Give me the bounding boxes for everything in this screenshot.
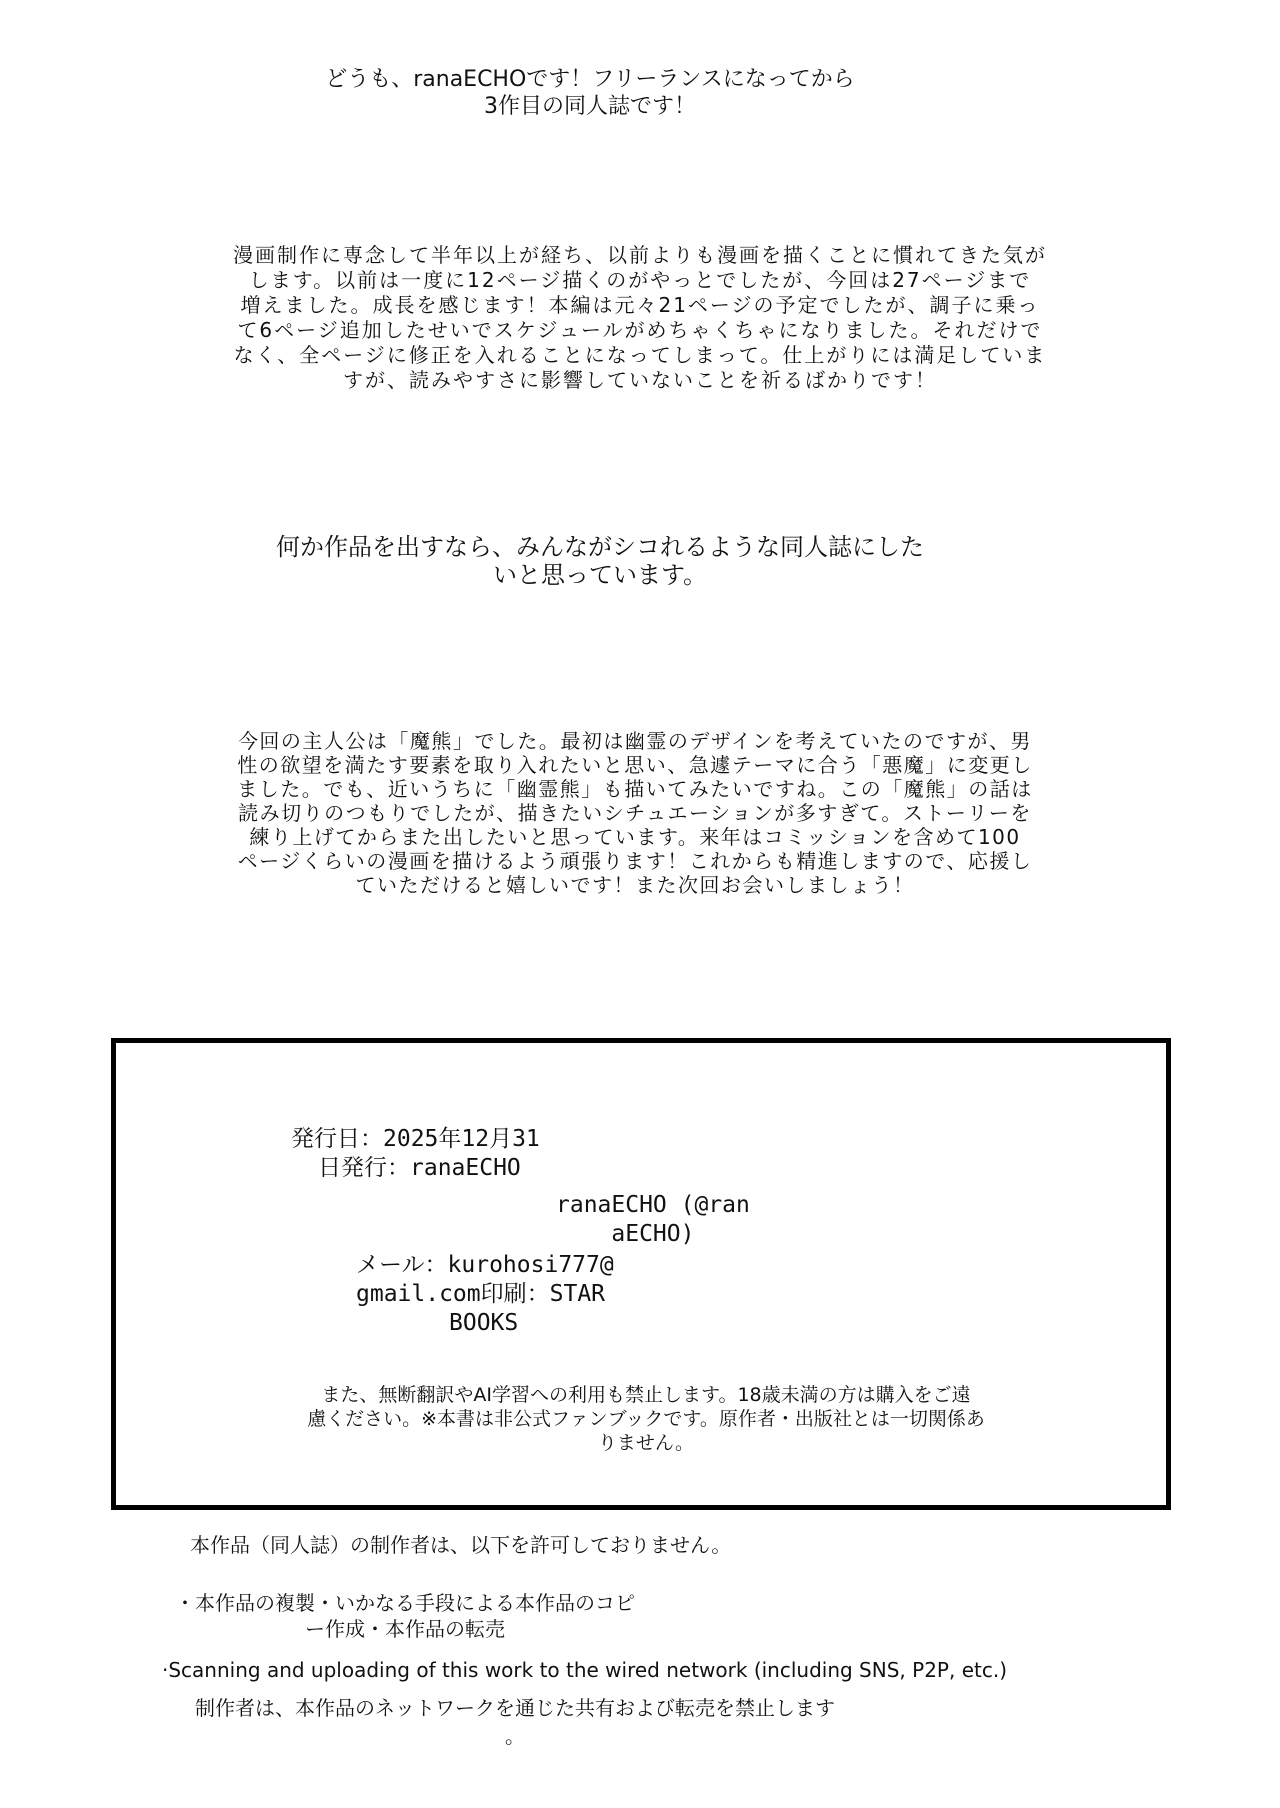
restriction-item-copying xyxy=(165,1590,645,1642)
colophon-box xyxy=(111,1038,1171,1510)
afterword-paragraph-2 xyxy=(200,729,1070,897)
intro-text xyxy=(180,66,1000,120)
author-handle xyxy=(556,1191,750,1249)
intro-line: 3作目の同人誌です！ xyxy=(484,94,696,119)
issuer-value: ：ranaECHO xyxy=(387,1155,521,1181)
paragraph-line: 今回の主人公は「魔熊」でした。最初は幽霊のデザインを考えていたのですが、男 xyxy=(237,729,1033,753)
paragraph-line: 増えました。成長を感じます！本編は元々21ページの予定でしたが、調子に乗っ xyxy=(240,293,1040,317)
wish-statement xyxy=(160,533,1040,589)
author-line: ranaECHO (@ran xyxy=(556,1192,750,1218)
usage-notice xyxy=(266,1383,1026,1455)
closing-line: 。 xyxy=(505,1724,525,1748)
print-value: ：STAR xyxy=(526,1281,606,1307)
wish-line: 何か作品を出すなら、みんながシコれるような同人誌にした xyxy=(276,533,924,561)
paragraph-line: 漫画制作に専念して半年以上が経ち、以前よりも漫画を描くことに慣れてきた気が xyxy=(233,243,1047,267)
pub-date-value: ：2025年12月31 xyxy=(360,1126,540,1152)
restriction-line: ー作成・本作品の転売 xyxy=(305,1617,505,1641)
afterword-paragraph-1 xyxy=(200,243,1080,393)
publication-date xyxy=(291,1125,540,1154)
issuer-label: 日発行 xyxy=(318,1155,387,1181)
printer-name-continued: BOOKS xyxy=(449,1310,519,1336)
notice-line: 慮ください。※本書は非公式ファンブックです。原作者・出版社とは一切関係あ xyxy=(307,1408,985,1430)
notice-line: また、無断翻訳やAI学習への利用も禁止します。18歳未満の方は購入をご遠 xyxy=(321,1384,971,1406)
wish-line: いと思っています。 xyxy=(492,561,708,589)
paragraph-line: 練り上げてからまた出したいと思っています。来年はコミッションを含めて100 xyxy=(249,825,1021,849)
mail-address xyxy=(356,1251,614,1280)
mail-domain: gmail.com xyxy=(356,1281,481,1307)
restriction-line: ・本作品の複製・いかなる手段による本作品のコピ xyxy=(175,1591,635,1615)
paragraph-line: 読み切りのつもりでしたが、描きたいシチュエーションが多すぎて。ストーリーを xyxy=(238,801,1032,825)
paragraph-line: すが、読みやすさに影響していないことを祈るばかりです！ xyxy=(343,368,937,392)
paragraph-line: なく、全ページに修正を入れることになってしまって。仕上がりには満足していま xyxy=(233,343,1047,367)
mail-label: メール xyxy=(356,1252,425,1278)
paragraph-line: ていただけると嬉しいです！また次回お会いしましょう！ xyxy=(355,873,915,897)
restriction-item-uploading: ·Scanning and uploading of this work to the wired network (including SNS, P2P, etc.) xyxy=(162,1658,1007,1682)
author-line: aECHO) xyxy=(611,1221,695,1247)
paragraph-line: ページくらいの漫画を描けるよう頑張ります！これからも精進しますので、応援し xyxy=(237,849,1033,873)
closing-line: 制作者は、本作品のネットワークを通じた共有および転売を禁止します xyxy=(195,1696,835,1720)
print-label: 印刷 xyxy=(480,1281,527,1307)
closing-statement xyxy=(195,1694,835,1750)
intro-line: どうも、ranaECHOです！フリーランスになってから xyxy=(325,67,855,92)
paragraph-line: 性の欲望を満たす要素を取り入れたいと思い、急遽テーマに合う「悪魔」に変更し xyxy=(237,753,1033,777)
notice-line: りません。 xyxy=(597,1432,695,1454)
printer xyxy=(356,1280,605,1309)
pub-date-label: 発行日 xyxy=(291,1126,360,1152)
issuer xyxy=(318,1154,521,1183)
mail-value: ：kurohosi777@ xyxy=(424,1252,614,1278)
paragraph-line: ました。でも、近いうちに「幽霊熊」も描いてみたいですね。この「魔熊」の話は xyxy=(237,777,1033,801)
restrictions-heading: 本作品（同人誌）の制作者は、以下を許可しておりません。 xyxy=(190,1533,732,1557)
paragraph-line: て6ページ追加したせいでスケジュールがめちゃくちゃになりました。それだけで xyxy=(237,318,1043,342)
paragraph-line: します。以前は一度に12ページ描くのがやっとでしたが、今回は27ページまで xyxy=(248,268,1032,292)
